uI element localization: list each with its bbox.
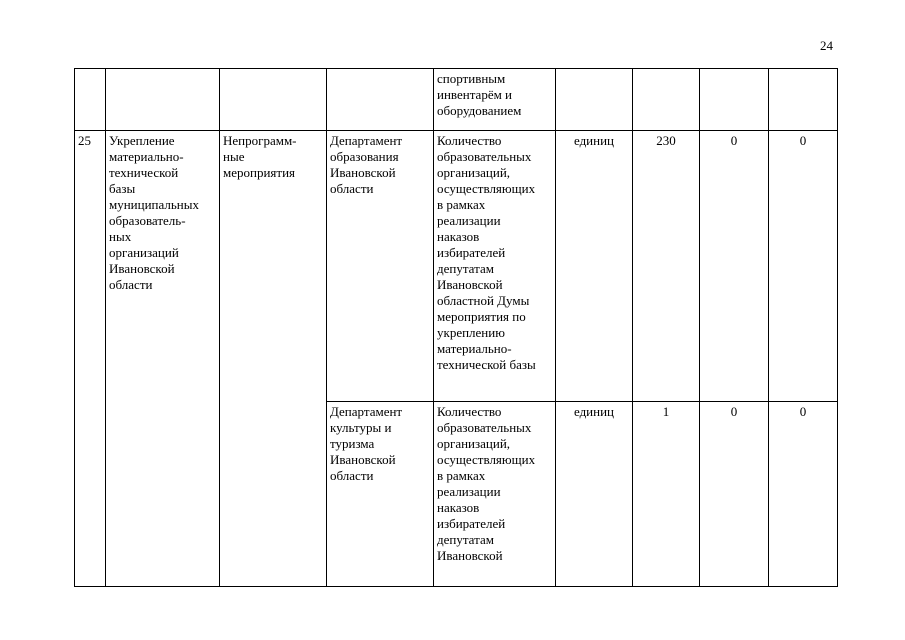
row-type: Непрограмм- ные мероприятия [220, 131, 327, 587]
cell-name [106, 69, 220, 131]
row-number: 25 [75, 131, 106, 587]
indicator-cell: Количество образовательных организаций, осуществляющих в рамках реализации наказов избирателей депутатам Ивановской областной Думы мероприятия по укреплению материально- технической базы [434, 131, 556, 402]
cell-value-3 [769, 69, 838, 131]
department-cell: Департамент образования Ивановской области [327, 131, 434, 402]
value-2-cell: 0 [700, 131, 769, 402]
value-3-cell: 0 [769, 131, 838, 402]
indicator-cell: Количество образовательных организаций, осуществляющих в рамках реализации наказов избирателей депутатам Ивановской [434, 402, 556, 587]
department-cell: Департамент культуры и туризма Ивановской области [327, 402, 434, 587]
value-1-cell: 230 [633, 131, 700, 402]
value-1-cell: 1 [633, 402, 700, 587]
value-2-cell: 0 [700, 402, 769, 587]
row-name: Укрепление материально- технической базы муниципальных образователь- ных организаций Ивановской области [106, 131, 220, 587]
cell-unit [556, 69, 633, 131]
table-row-25a [75, 131, 838, 402]
cell-department [327, 69, 434, 131]
page-number: 24 [820, 38, 833, 53]
cell-value-2 [700, 69, 769, 131]
cell-number [75, 69, 106, 131]
unit-cell: единиц [556, 402, 633, 587]
cell-type [220, 69, 327, 131]
value-3-cell: 0 [769, 402, 838, 587]
cell-value-1 [633, 69, 700, 131]
unit-cell: единиц [556, 131, 633, 402]
cell-indicator: спортивным инвентарём и оборудованием [434, 69, 556, 131]
indicators-table [74, 68, 838, 587]
table-row-continued [75, 69, 838, 131]
